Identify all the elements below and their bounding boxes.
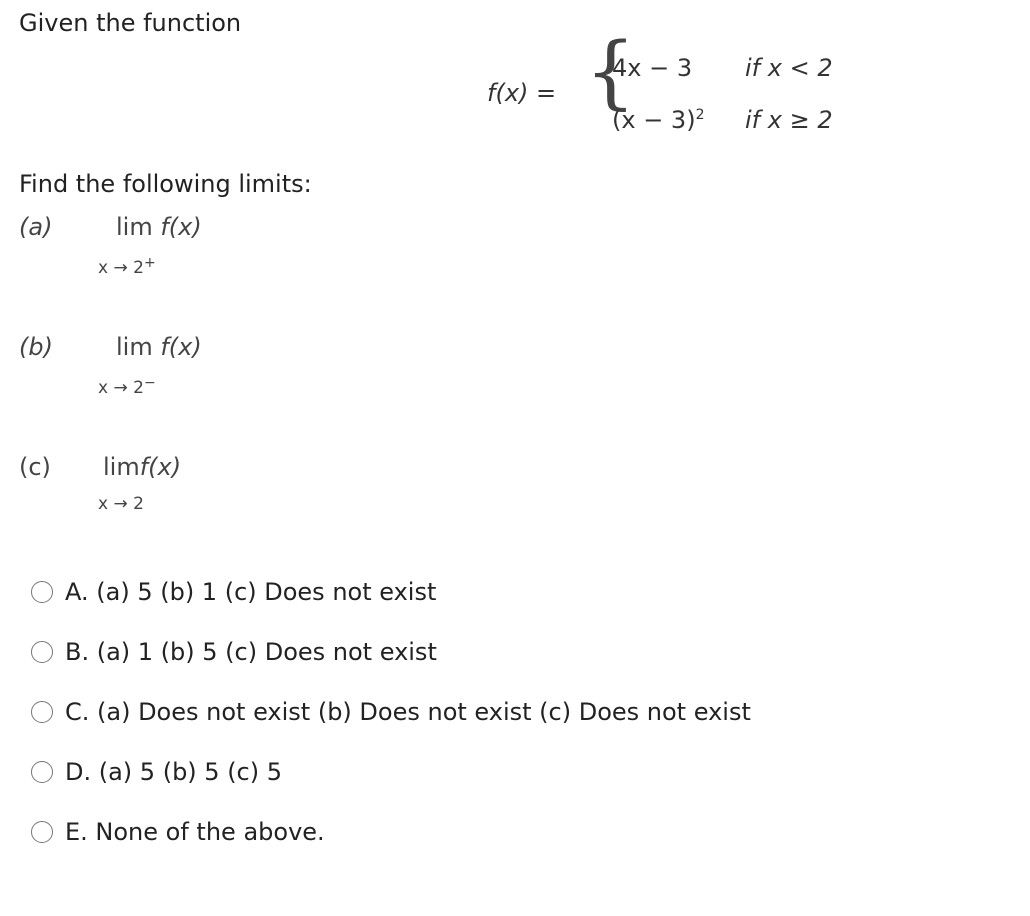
choice-a-label: A. (a) 5 (b) 1 (c) Does not exist [65,578,437,606]
case-2-cond: if x ≥ 2 [745,106,833,134]
function-name: f(x) = [487,79,557,107]
case-1-expr: 4x − 3 [612,54,693,82]
choice-a[interactable] [31,578,436,606]
part-c-approach: x → 2 [98,494,144,514]
case-2-base: (x − 3) [612,106,696,134]
part-a-lim: lim [116,213,153,241]
find-text: Find the following limits: [19,170,312,198]
part-c-label: (c) [19,453,51,481]
part-b-label: (b) [19,333,53,361]
part-c-limit [103,453,181,481]
part-a-limit [116,213,202,241]
radio-d[interactable] [31,761,53,783]
case-2-expr [612,106,705,134]
radio-b[interactable] [31,641,53,663]
part-c-lim: lim [103,453,140,481]
part-b-limit [116,333,202,361]
part-b-func: f(x) [160,333,202,361]
part-b-approach: x → 2− [98,375,156,398]
intro-text: Given the function [19,9,242,37]
part-a-approach: x → 2+ [98,255,156,278]
choice-e[interactable] [31,818,325,846]
part-c-func: f(x) [139,453,182,481]
radio-a[interactable] [31,581,53,603]
choice-d[interactable] [31,758,282,786]
case-1-cond: if x < 2 [745,54,833,82]
part-a-func: f(x) [160,213,202,241]
choice-c-label: C. (a) Does not exist (b) Does not exist (c) Does not exist [65,698,751,726]
choice-d-label: D. (a) 5 (b) 5 (c) 5 [65,758,283,786]
part-b-lim: lim [116,333,153,361]
case-2-exponent: 2 [695,107,705,123]
choice-e-label: E. None of the above. [65,818,325,846]
radio-c[interactable] [31,701,53,723]
choice-b-label: B. (a) 1 (b) 5 (c) Does not exist [65,638,437,666]
part-a-label: (a) [19,213,53,241]
choice-c[interactable] [31,698,751,726]
radio-e[interactable] [31,821,53,843]
choice-b[interactable] [31,638,437,666]
left-brace: { [585,25,636,118]
